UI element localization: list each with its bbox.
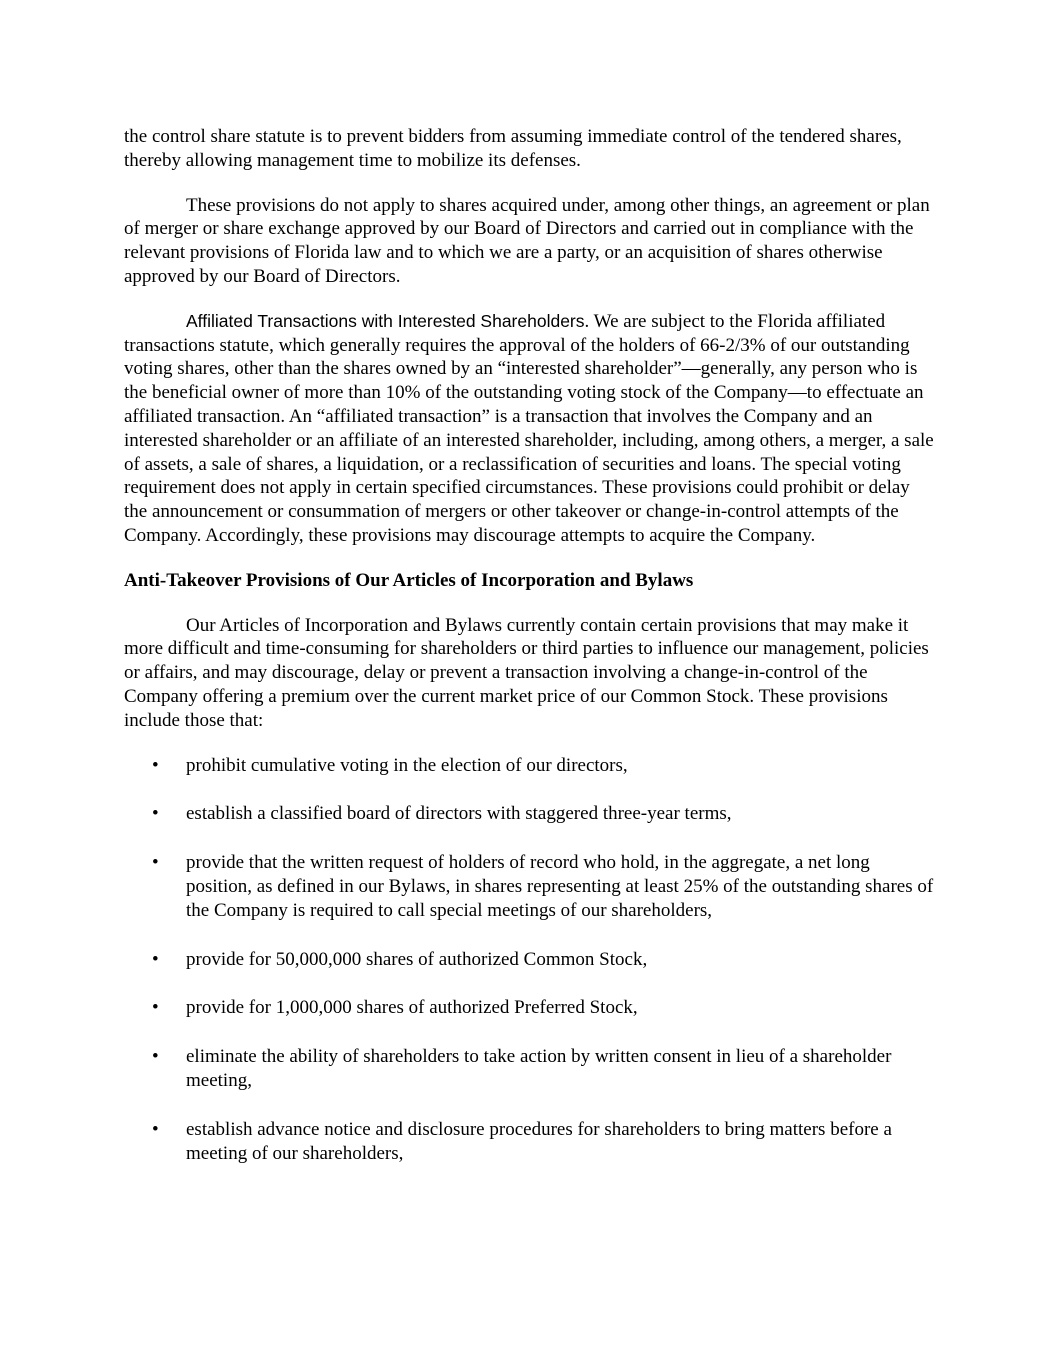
bullet-item bbox=[124, 851, 936, 922]
bullet-icon: • bbox=[152, 803, 159, 825]
bullet-icon: • bbox=[152, 754, 159, 776]
bullet-text: provide for 1,000,000 shares of authorized Preferred Stock, bbox=[186, 997, 638, 1019]
bullet-icon: • bbox=[152, 852, 159, 874]
bullet-item bbox=[124, 1045, 936, 1093]
bullet-icon: • bbox=[152, 1118, 159, 1140]
provisions-bullet-list bbox=[124, 754, 936, 1166]
affiliated-transactions-text: . We are subject to the Florida affiliated transactions statute, which generally requires the approval of the holders of 66-2/3% of our outstanding voting shares, other than the shares owned by an “interested shareholder”—generally, any person who is the beneficial owner of more than 10% of the outstanding voting stock of the Company—to effectuate an affiliated transaction. An “affiliated transaction” is a transaction that involves the Company and an interested shareholder or an affiliate of an interested shareholder, including, among others, a merger, a sale of assets, a sale of shares, a liquidation, or a reclassification of securities and loans. The special voting requirement does not apply in certain specified circumstances. These provisions could prohibit or delay the announcement or consummation of mergers or other takeover or change-in-control attempts of the Company. Accordingly, these provisions may discourage attempts to acquire the Company. bbox=[124, 310, 934, 546]
bullet-icon: • bbox=[152, 1046, 159, 1068]
bullet-icon: • bbox=[152, 997, 159, 1019]
bullet-item bbox=[124, 802, 936, 826]
bullet-item bbox=[124, 948, 936, 972]
section-heading-anti-takeover: Anti-Takeover Provisions of Our Articles of Incorporation and Bylaws bbox=[124, 569, 694, 591]
bullet-item bbox=[124, 1118, 936, 1166]
paragraph-affiliated-transactions bbox=[124, 310, 936, 548]
bullet-text: provide for 50,000,000 shares of authorized Common Stock, bbox=[186, 948, 648, 970]
paragraph-control-share-statute: the control share statute is to prevent bidders from assuming immediate control of the tendered shares, thereby allowing management time to mobilize its defenses. bbox=[124, 126, 902, 171]
bullet-item bbox=[124, 996, 936, 1020]
paragraph-provisions-exceptions: These provisions do not apply to shares acquired under, among other things, an agreement or plan of merger or share exchange approved by our Board of Directors and carried out in compliance with the relevant provisions of Florida law and to which we are a party, or an acquisition of shares otherwise approved by our Board of Directors. bbox=[124, 194, 930, 287]
bullet-item bbox=[124, 754, 936, 778]
bullet-text: prohibit cumulative voting in the election of our directors, bbox=[186, 754, 628, 776]
bullet-text: provide that the written request of holders of record who hold, in the aggregate, a net long position, as defined in our Bylaws, in shares representing at least 25% of the outstanding shares of the Company is required to call special meetings of our shareholders, bbox=[186, 852, 934, 921]
bullet-text: establish advance notice and disclosure procedures for shareholders to bring matters before a meeting of our shareholders, bbox=[186, 1118, 892, 1164]
bullet-icon: • bbox=[152, 948, 159, 970]
bullet-text: eliminate the ability of shareholders to take action by written consent in lieu of a shareholder meeting, bbox=[186, 1046, 892, 1091]
paragraph-articles-bylaws: Our Articles of Incorporation and Bylaws currently contain certain provisions that may make it more difficult and time-consuming for shareholders or third parties to influence our management, policies or affairs, and may discourage, delay or prevent a transaction involving a change-in-control of the Company offering a premium over the current market price of our Common Stock. These provisions include those that: bbox=[124, 614, 929, 731]
document-page bbox=[124, 125, 936, 1190]
affiliated-transactions-subheading: Affiliated Transactions with Interested Shareholders bbox=[186, 310, 585, 331]
bullet-text: establish a classified board of directors with staggered three-year terms, bbox=[186, 803, 732, 825]
